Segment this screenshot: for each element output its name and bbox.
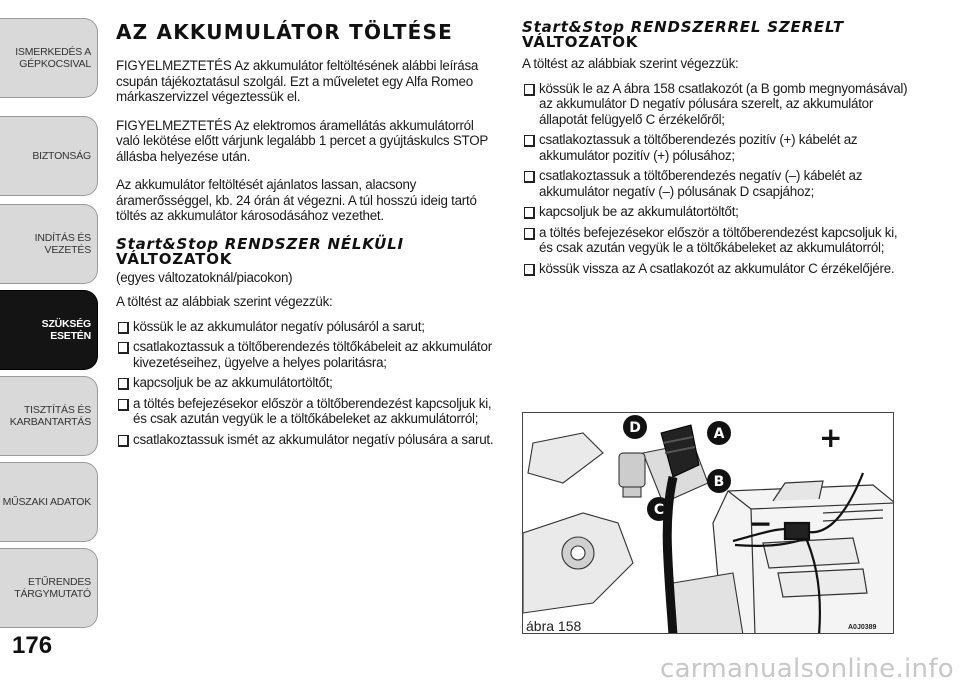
callout-d <box>623 415 647 439</box>
tab-tisztitas[interactable]: TISZTÍTÁS ÉS KARBANTARTÁS <box>0 376 98 456</box>
battery-figure <box>522 412 894 634</box>
section-heading-line1: Start&Stop RENDSZER NÉLKÜLI <box>116 234 404 253</box>
list-item: kössük vissza az A csatlakozót az akkumulátor C érzékelőjére. <box>522 261 914 277</box>
left-column <box>116 20 500 452</box>
steps-lead: A töltést az alábbiak szerint végezzük: <box>522 56 739 71</box>
list-item: kössük le az A ábra 158 csatlakozót (a B gomb megnyomásával) az akkumulátor D negatív pólusára szerelt, az akkumulátor állapotát felügyelő C érzékelőről; <box>522 81 914 128</box>
svg-text:C: C <box>653 502 665 518</box>
callout-b <box>707 469 731 493</box>
list-item: csatlakoztassuk a töltőberendezés negatív (–) kábelét az akkumulátor negatív (–) pólusának D csapjához; <box>522 168 914 199</box>
steps-list-left <box>116 319 500 448</box>
svg-text:A: A <box>713 426 725 442</box>
tab-muszaki-adatok[interactable]: MŰSZAKI ADATOK <box>0 462 98 542</box>
section-heading-line1: Start&Stop RENDSZERREL SZERELT <box>522 18 844 36</box>
list-item: kapcsoljuk be az akkumulátortöltőt; <box>116 375 500 391</box>
section-note: (egyes változatoknál/piacokon) <box>116 269 293 285</box>
tab-szukseg-eseten[interactable]: SZÜKSÉG ESETÉN <box>0 290 98 370</box>
battery-body <box>713 481 894 634</box>
watermark: carmanualsonline.info <box>659 654 954 684</box>
intro-paragraph: Az akkumulátor feltöltését ajánlatos lassan, alacsony áramerősséggel, kb. 24 órán át végezni. A túl hosszú ideig tartó töltés az akkumulátor károsodásához vezethet. <box>116 177 477 223</box>
callout-c <box>647 497 671 521</box>
tab-inditas[interactable]: INDÍTÁS ÉS VEZETÉS <box>0 204 98 284</box>
plus-sign: + <box>819 421 843 454</box>
section-heading-no-start-stop <box>116 234 500 268</box>
warning-paragraph-2: FIGYELMEZTETÉS Az elektromos áramellátás akkumulátorról való lekötése előtt várjunk legalább 1 percet a gyújtáskulcs STOP állásba helyezése után. <box>116 117 488 164</box>
svg-text:B: B <box>713 474 725 490</box>
list-item: a töltés befejezésekor először a töltőberendezést kapcsoljuk ki, és csak azután vegyük le a töltőkábeleket az akkumulátorról; <box>116 396 500 427</box>
list-item: csatlakoztassuk ismét az akkumulátor negatív pólusára a sarut. <box>116 432 500 448</box>
tab-biztonsag[interactable]: BIZTONSÁG <box>0 116 98 196</box>
battery-illustration <box>523 413 894 634</box>
svg-text:D: D <box>629 420 641 436</box>
page-number: 176 <box>12 632 53 659</box>
figure-code: A0J0389 <box>848 624 877 631</box>
tab-targymutato[interactable]: ETŰRENDES TÁRGYMUTATÓ <box>0 548 98 628</box>
callout-a <box>707 421 731 445</box>
steps-lead: A töltést az alábbiak szerint végezzük: <box>116 294 333 309</box>
section-heading-start-stop <box>522 20 914 50</box>
terminal-d <box>619 453 645 497</box>
list-item: a töltés befejezésekor először a töltőberendezést kapcsoljuk ki, és csak azután vegyük le a töltőkábeleket az akkumulátorról; <box>522 225 914 256</box>
section-heading-line2: VÁLTOZATOK <box>522 33 639 51</box>
list-item: csatlakoztassuk a töltőberendezés pozitív (+) kábelét az akkumulátor pozitív (+) pólusához; <box>522 132 914 163</box>
section-heading-line2: VÁLTOZATOK <box>116 249 233 268</box>
warning-paragraph-1: FIGYELMEZTETÉS Az akkumulátor feltöltésének alábbi leírása csupán tájékoztatásul szolgál. Ezt a műveletet egy Alfa Romeo márkaszervizzel végeztessük el. <box>116 58 479 104</box>
figure-caption: ábra 158 <box>526 618 582 634</box>
minus-sign: − <box>749 507 773 540</box>
steps-list-right <box>522 81 914 277</box>
page-title: AZ AKKUMULÁTOR TÖLTÉSE <box>116 20 453 44</box>
chapter-sidebar <box>0 0 100 686</box>
tab-ismerkedes[interactable]: ISMERKEDÉS A GÉPKOCSIVAL <box>0 18 98 98</box>
list-item: kapcsoljuk be az akkumulátortöltőt; <box>522 204 914 220</box>
right-column <box>522 20 914 281</box>
list-item: csatlakoztassuk a töltőberendezés töltőkábeleit az akkumulátor kivezetéseihez, ügyelve a helyes polaritásra; <box>116 339 500 370</box>
list-item: kössük le az akkumulátor negatív pólusáról a sarut; <box>116 319 500 335</box>
